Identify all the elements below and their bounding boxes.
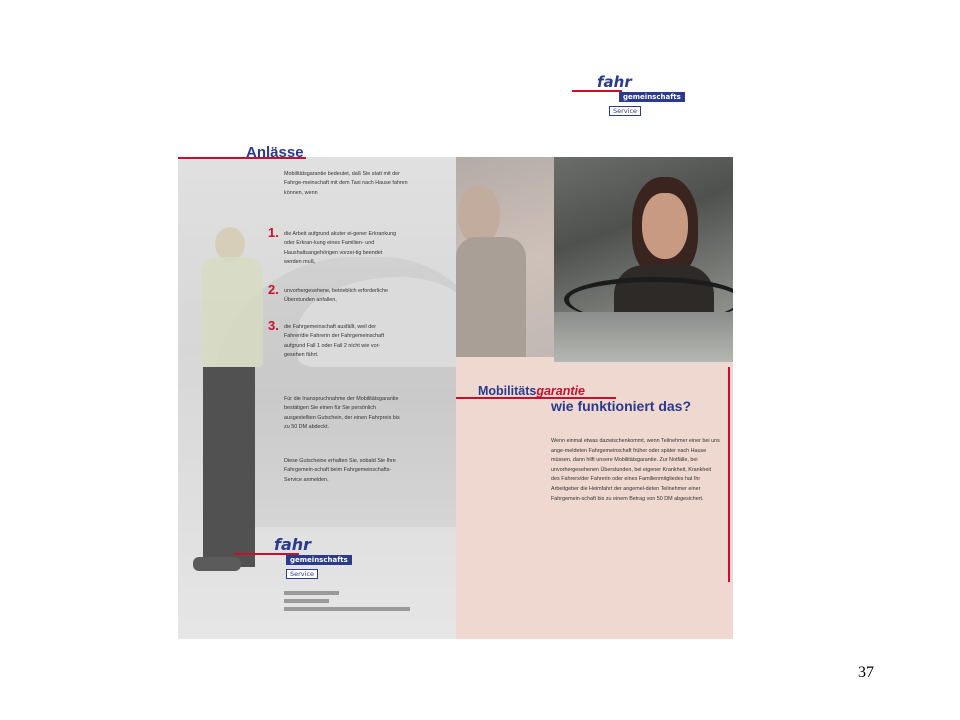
logo-fahr-text: fahr bbox=[274, 535, 312, 554]
title-part-b: garantie bbox=[536, 384, 585, 398]
page-number: 37 bbox=[858, 664, 874, 681]
logo-service-box: Service bbox=[609, 106, 641, 116]
logo-gemeinschafts-box: gemeinschafts bbox=[286, 555, 352, 565]
passenger-photo bbox=[456, 157, 554, 357]
item-1-number: 1. bbox=[268, 225, 279, 240]
gutschein-paragraph: Für die Inanspruchnahme der Mobilitätsgarantie bestätigen Sie einen für Sie persönlich ausgestellten Gutschein, der einen Fahrpreis bis zu 50 DM abdeckt. bbox=[284, 396, 400, 431]
left-brochure-panel bbox=[178, 157, 456, 639]
mobilitaet-body: Wenn einmal etwas dazwischenkommt, wenn Teilnehmer einer bei uns ange-meldeten Fahrgemeinschaft früher oder später nach Hause müssen, dann hilft unsere Mobilitätsgarantie. Zur Notfälle, bei unvorhergesehenen Überstunden, bei eigener Krankheit, Krankheit des Fahrers/der Fahrerin oder eines Familienmitgliedes hat Ihr Arbeitgeber die Heimfahrt der angemel-deten Teilnehmer einer Fahrgemein-schaft bis zu einem Betrag von 50 DM abgesichert. bbox=[551, 438, 720, 502]
logo-gemeinschafts-box: gemeinschafts bbox=[619, 92, 685, 102]
fahrgemeinschafts-service-logo-bottom bbox=[234, 537, 384, 582]
brochure-spread bbox=[178, 144, 733, 639]
right-brochure-panel bbox=[456, 157, 733, 639]
item-3-text: die Fahrgemeinschaft ausfällt, weil der Fahrer/die Fahrerin der Fahrgemeinschaft aufgrund Fall 1 oder Fall 2 nicht wie vor-gesehen fährt. bbox=[284, 324, 385, 359]
logo-service-box: Service bbox=[286, 569, 318, 579]
item-2-text: unvorhergesehene, betrieblich erforderliche Überstunden anfallen, bbox=[284, 288, 388, 304]
item-3-number: 3. bbox=[268, 318, 279, 333]
wie-funktioniert-subtitle: wie funktioniert das? bbox=[551, 398, 692, 414]
anmelden-paragraph: Diese Gutscheine erhalten Sie, sobald Sie Ihre Fahrgemein-schaft beim Fahrgemeinschafts-Service anmelden. bbox=[284, 458, 396, 483]
right-edge-rule bbox=[728, 367, 730, 582]
title-part-a: Mobilitäts bbox=[478, 384, 537, 398]
fahrgemeinschafts-service-logo-top bbox=[572, 73, 704, 118]
anlaesse-heading: Anlässe bbox=[246, 144, 304, 161]
driver-photo bbox=[554, 157, 733, 362]
mobilitaetsgarantie-title bbox=[478, 384, 585, 398]
logo-fahr-text: fahr bbox=[597, 73, 632, 91]
intro-paragraph: Mobilitätsgarantie bedeutet, daß Sie statt mit der Fahrge-meinschaft mit dem Taxi nach Hause fahren können, wenn bbox=[284, 171, 408, 196]
item-2-number: 2. bbox=[268, 282, 279, 297]
item-1-text: die Arbeit aufgrund akuter ei-gener Erkrankung oder Erkran-kung eines Familien- und Haushaltsangehörigen vorzei-tig beendet werden muß, bbox=[284, 231, 397, 266]
